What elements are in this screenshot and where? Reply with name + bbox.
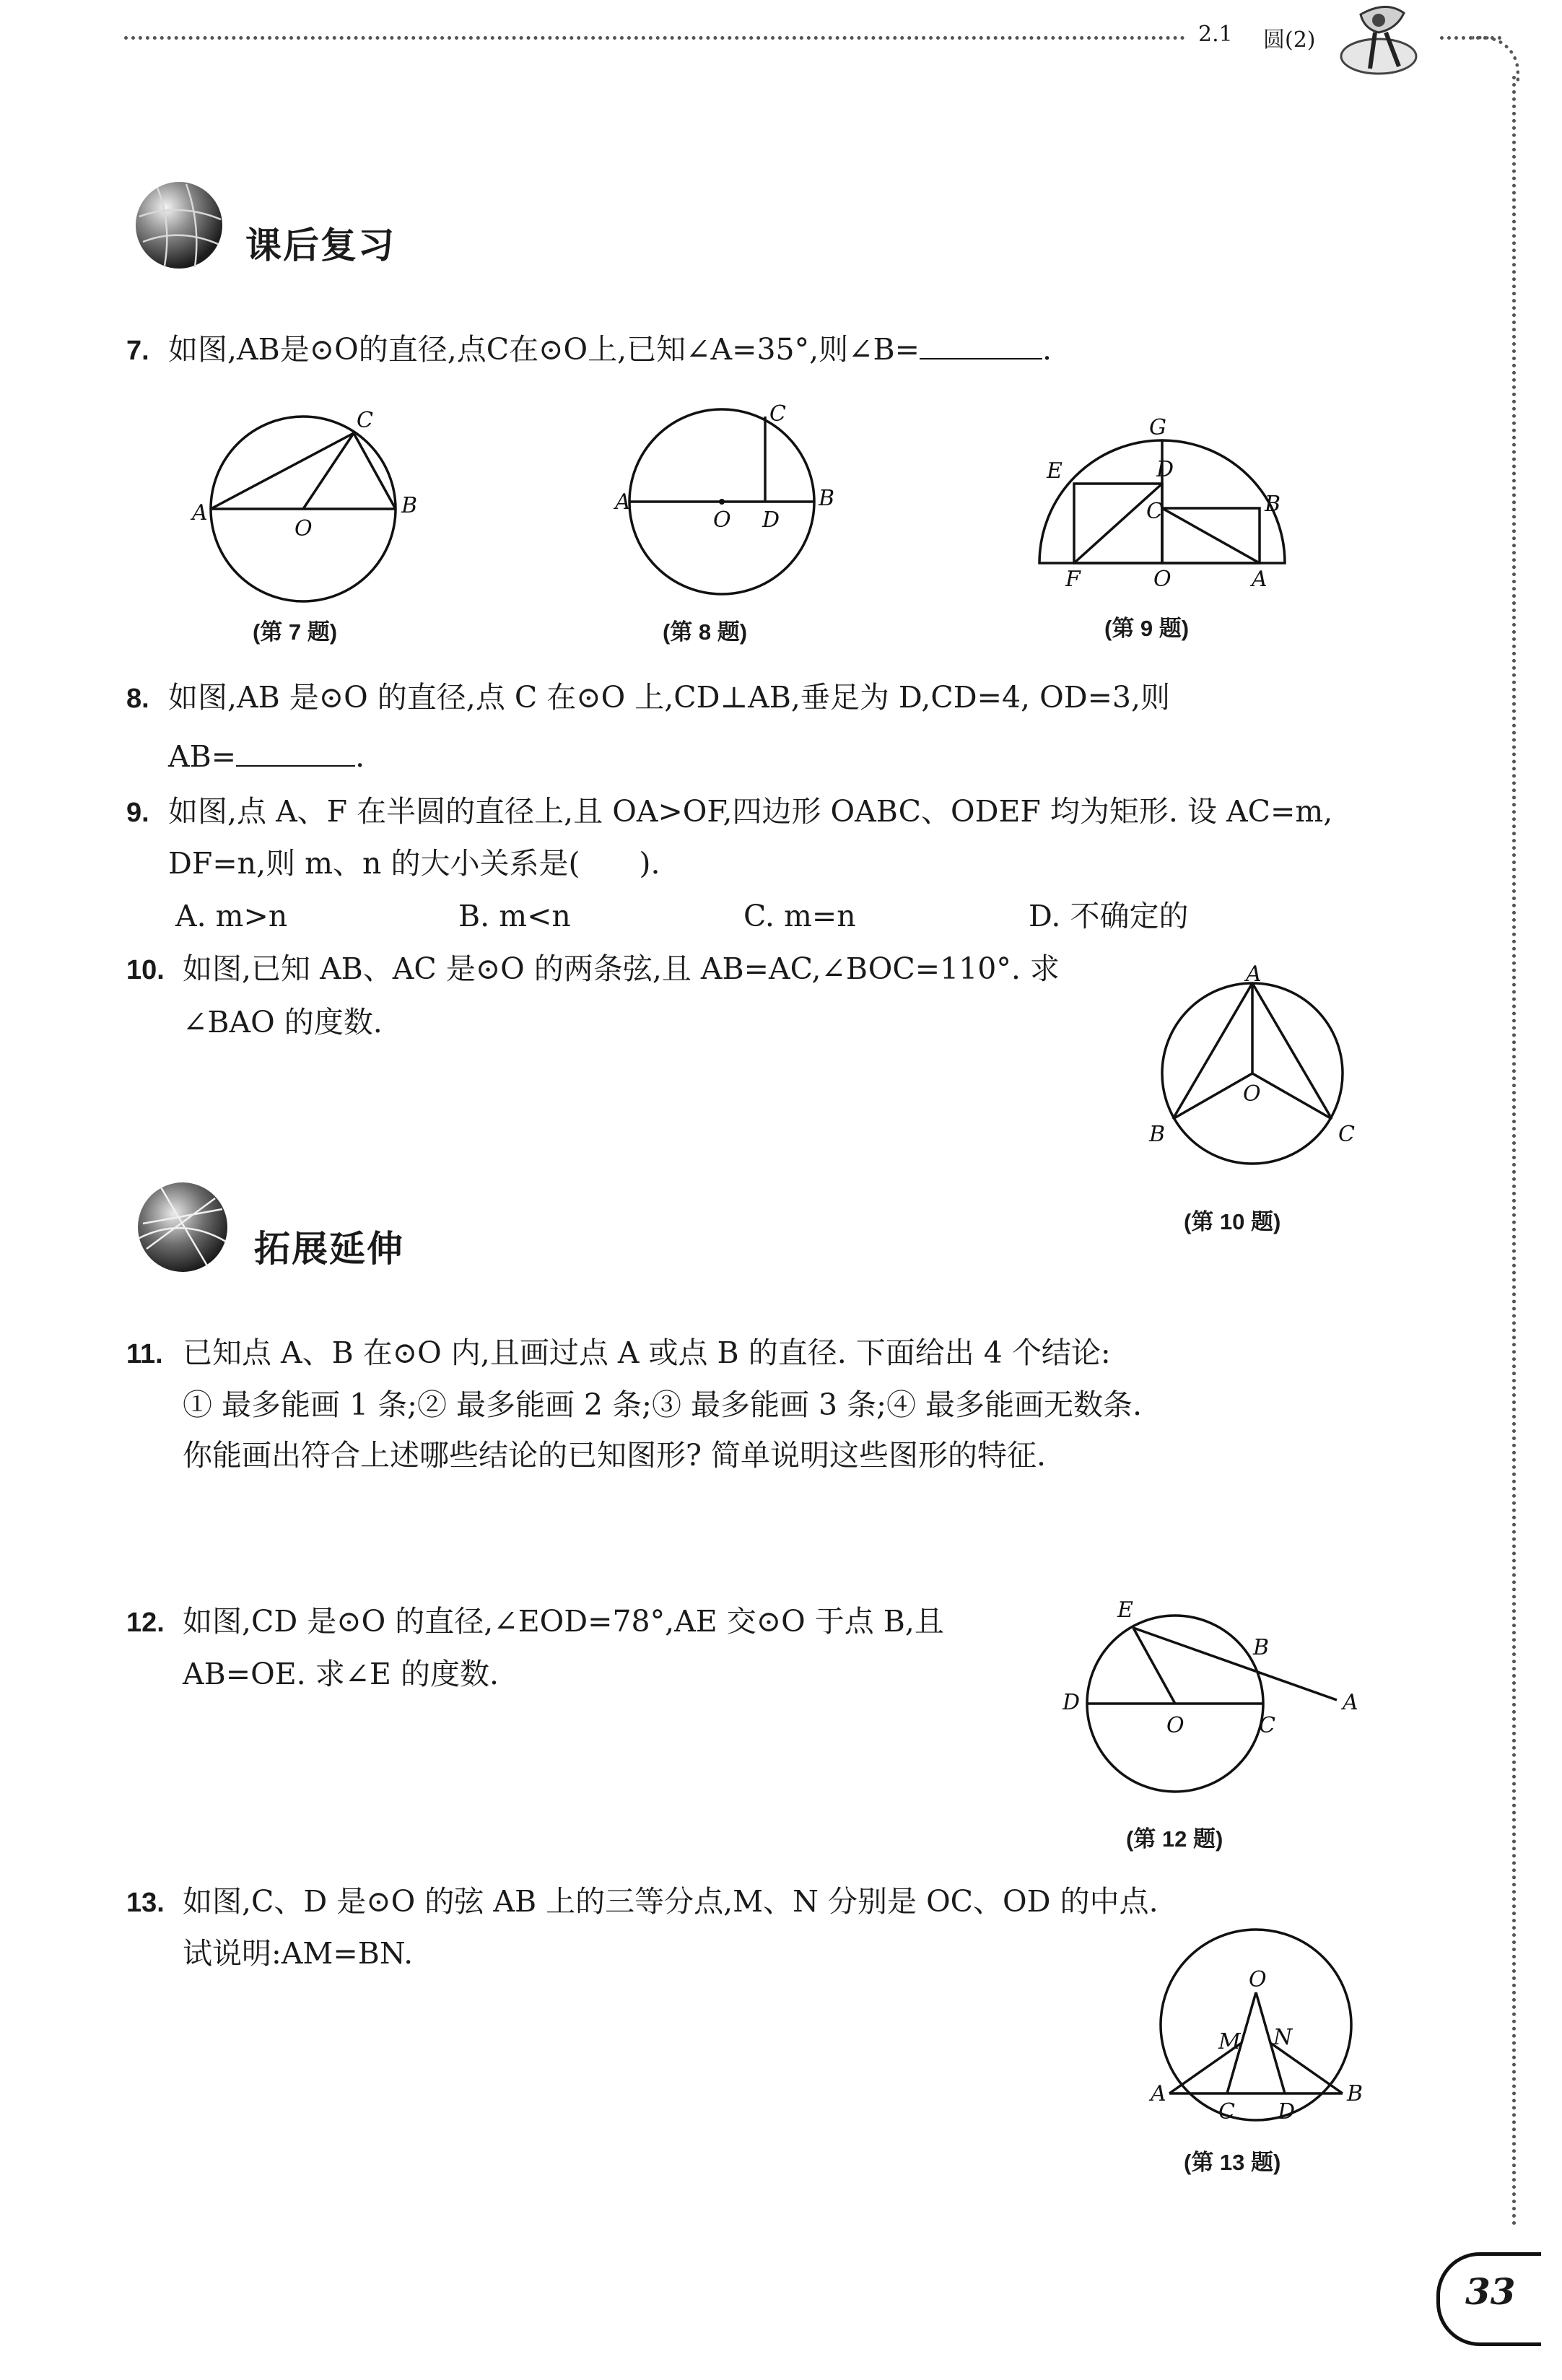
fig10-label-B: B (1149, 1122, 1166, 1147)
figure-12 (1054, 1588, 1364, 1812)
question-8-end: . (355, 739, 365, 774)
question-7-text: 如图,AB是⊙O的直径,点C在⊙O上,已知∠A=35°,则∠B= (168, 332, 920, 367)
figure-8 (614, 401, 852, 603)
question-10 (126, 943, 1060, 996)
fig9-label-A: A (1252, 567, 1268, 592)
question-12-line1: 如图,CD 是⊙O 的直径,∠EOD=78°,AE 交⊙O 于点 B,且 (183, 1604, 944, 1639)
caption-figure-9: (第 9 题) (1104, 616, 1190, 641)
question-9 (126, 785, 1332, 839)
question-13 (126, 1875, 1159, 1929)
question-13-number: 13. (126, 1888, 165, 1918)
question-11-line1: 已知点 A、B 在⊙O 内,且画过点 A 或点 B 的直径. 下面给出 4 个结论: (183, 1335, 1111, 1370)
fig13-label-C: C (1218, 2099, 1235, 2124)
question-8-answer-blank[interactable] (236, 739, 355, 767)
question-8-line2: AB= (168, 739, 237, 774)
fig13-label-O: O (1249, 1967, 1267, 1992)
question-7-end: . (1042, 332, 1052, 367)
question-8-number: 8. (126, 684, 149, 714)
caption-figure-13: (第 13 题) (1184, 2150, 1281, 2175)
question-11-line2: ① 最多能画 1 条;② 最多能画 2 条;③ 最多能画 3 条;④ 最多能画无数条. (183, 1387, 1143, 1422)
question-11-number: 11. (126, 1339, 163, 1369)
fig9-label-E: E (1047, 458, 1063, 484)
page-number: 33 (1465, 2270, 1516, 2313)
page-edge-rule (1512, 76, 1516, 2227)
section-review-title: 课后复习 (245, 225, 396, 266)
fig8-label-B: B (819, 486, 835, 511)
fig12-label-O: O (1166, 1713, 1184, 1738)
question-9-line2: DF=n,则 m、n 的大小关系是( ). (168, 846, 660, 881)
question-10-line1: 如图,已知 AB、AC 是⊙O 的两条弦,且 AB=AC,∠BOC=110°. 求 (183, 951, 1060, 986)
header-rule-left (124, 36, 1185, 40)
fig7-label-A: A (192, 500, 208, 526)
fig12-label-A: A (1343, 1690, 1358, 1715)
question-9-option-b[interactable]: B. m<n (458, 899, 571, 933)
fig9-label-C: C (1146, 499, 1163, 524)
header-section-number: 2.1 (1198, 22, 1233, 47)
fig7-label-B: B (401, 493, 418, 518)
section-extend-icon (128, 1173, 237, 1281)
figure-9 (1025, 415, 1314, 592)
fig12-label-B: B (1253, 1635, 1270, 1660)
fig8-label-O: O (713, 507, 731, 533)
fig9-label-O: O (1153, 567, 1172, 592)
caption-figure-7: (第 7 题) (253, 619, 338, 645)
figure-13 (1140, 1920, 1371, 2130)
fig10-label-O: O (1243, 1081, 1261, 1107)
question-12-number: 12. (126, 1608, 165, 1638)
question-8-line1: 如图,AB 是⊙O 的直径,点 C 在⊙O 上,CD⊥AB,垂足为 D,CD=4, OD=3,则 (168, 680, 1171, 715)
caption-figure-8: (第 8 题) (663, 619, 748, 645)
question-7-number: 7. (126, 336, 149, 366)
fig7-label-O: O (294, 516, 313, 541)
fig13-label-A: A (1151, 2081, 1166, 2106)
question-9-option-c[interactable]: C. m=n (743, 899, 856, 933)
question-10-line2: ∠BAO 的度数. (183, 1005, 383, 1039)
caption-figure-12: (第 12 题) (1126, 1826, 1223, 1852)
header-decoration-icon (1335, 0, 1444, 83)
question-7-answer-blank[interactable] (920, 332, 1042, 359)
fig10-label-C: C (1338, 1122, 1355, 1147)
fig9-label-G: G (1149, 415, 1166, 440)
fig13-label-M: M (1218, 2029, 1241, 2054)
section-extend-title: 拓展延伸 (254, 1229, 404, 1269)
fig8-label-C: C (769, 401, 786, 427)
fig13-label-D: D (1278, 2099, 1296, 2124)
figure-10 (1133, 962, 1364, 1166)
question-13-line1: 如图,C、D 是⊙O 的弦 AB 上的三等分点,M、N 分别是 OC、OD 的中点. (183, 1884, 1159, 1919)
question-9-option-d[interactable]: D. 不确定的 (1029, 899, 1189, 933)
question-11-line3: 你能画出符合上述哪些结论的已知图形? 简单说明这些图形的特征. (183, 1438, 1047, 1473)
fig10-label-A: A (1246, 962, 1262, 987)
fig9-label-D: D (1156, 457, 1174, 482)
fig8-label-D: D (762, 507, 780, 533)
question-7 (126, 323, 1052, 377)
fig12-label-E: E (1117, 1597, 1133, 1623)
section-review-icon (128, 173, 230, 274)
fig12-label-C: C (1259, 1713, 1275, 1738)
question-12 (126, 1595, 944, 1649)
fig9-label-B: B (1265, 492, 1281, 517)
question-9-number: 9. (126, 798, 149, 828)
question-13-line2: 试说明:AM=BN. (183, 1936, 414, 1971)
figure-7 (192, 408, 433, 606)
question-12-line2: AB=OE. 求∠E 的度数. (183, 1657, 499, 1691)
header-chapter-title: 圆(2) (1263, 27, 1316, 53)
fig12-label-D: D (1063, 1690, 1081, 1715)
question-8-line2-row (168, 731, 365, 783)
question-9-option-a[interactable]: A. m>n (175, 899, 288, 933)
fig13-label-N: N (1273, 2025, 1293, 2050)
fig13-label-B: B (1347, 2081, 1364, 2106)
question-9-line1: 如图,点 A、F 在半圆的直径上,且 OA>OF,四边形 OABC、ODEF 均为矩形. 设 AC=m, (168, 794, 1333, 829)
question-8 (126, 671, 1170, 725)
fig8-label-A: A (615, 489, 631, 515)
fig7-label-C: C (357, 408, 373, 433)
caption-figure-10: (第 10 题) (1184, 1209, 1281, 1234)
fig9-label-F: F (1065, 567, 1081, 592)
question-10-number: 10. (126, 955, 165, 985)
question-11 (126, 1327, 1111, 1380)
